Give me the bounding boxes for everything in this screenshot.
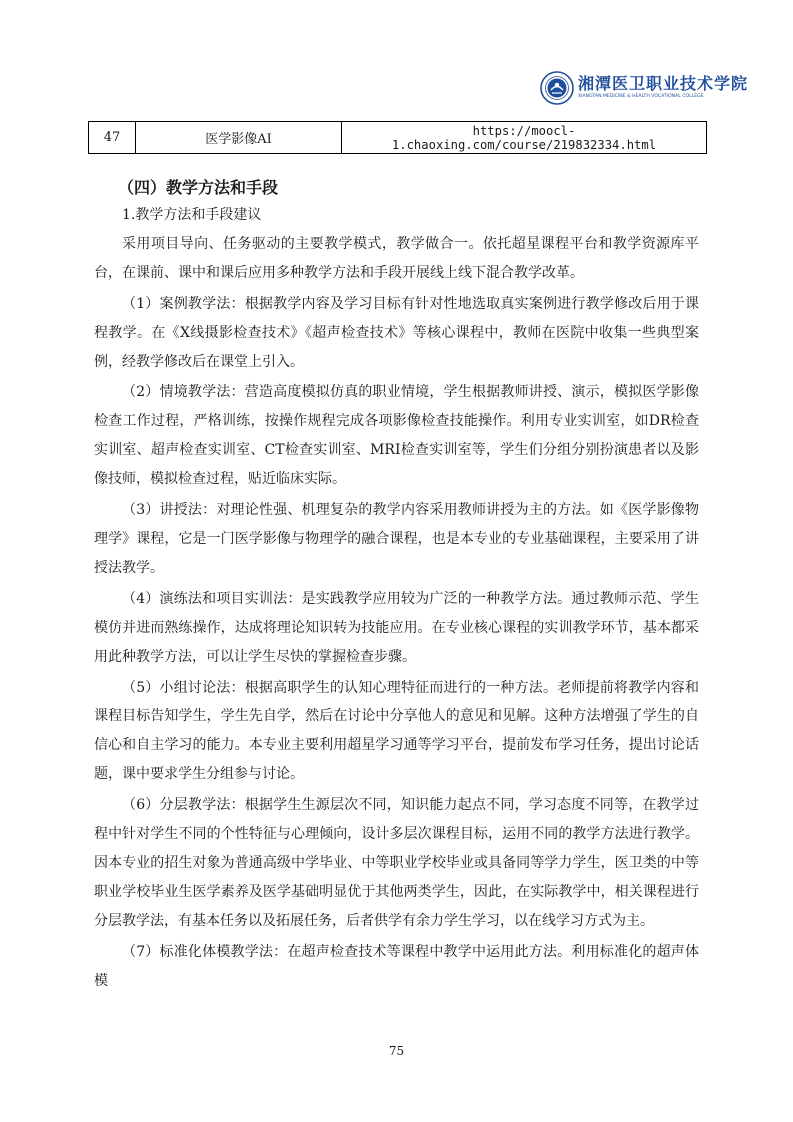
paragraph-group-discussion: （5）小组讨论法：根据高职学生的认知心理特征而进行的一种方法。老师提前将教学内容和课程目标告知学生，学生先自学，然后在讨论中分享他人的意见和见解。这种方法增强了学生的自信心和自主学习的能力。本专业主要利用超星学习通等学习平台，提前发布学习任务，提出讨论话题，课中要求学生分组参与讨论。	[94, 679, 699, 783]
college-name-en: XIANGTAN MEDICINE & HEALTH VOCATIONAL COLLEGE	[578, 94, 704, 100]
paragraph-case-method: （1）案例教学法：根据教学内容及学习目标有针对性地选取真实案例进行教学修改后用于课程教学。在《X线摄影检查技术》《超声检查技术》等核心课程中，教师在医院中收集一些典型案例，经教学修改后在课堂上引入。	[94, 295, 699, 370]
section-title: （四）教学方法和手段	[118, 178, 279, 197]
body-text	[94, 201, 699, 995]
college-emblem-icon	[540, 71, 574, 105]
subheading: 1.教学方法和手段建议	[122, 207, 262, 223]
table-cell-course: 医学影像AI	[136, 122, 342, 154]
paragraph-intro: 采用项目导向、任务驱动的主要教学模式，教学做合一。依托超星课程平台和教学资源库平台，在课前、课中和课后应用多种教学方法和手段开展线上线下混合教学改革。	[94, 235, 699, 281]
table-row	[89, 122, 707, 154]
college-name-cn: 湘潭医卫职业技术学院	[578, 74, 749, 94]
paragraph-situational-method: （2）情境教学法：营造高度模拟仿真的职业情境，学生根据教师讲授、演示，模拟医学影像检查工作过程，严格训练，按操作规程完成各项影像检查技能操作。利用专业实训室，如DR检查实训室、超声检查实训室、CT检查实训室、MRI检查实训室等，学生们分组分别扮演患者以及影像技师，模拟检查过程，贴近临床实际。	[94, 384, 699, 488]
course-link-table	[88, 121, 707, 154]
paragraph-phantom-method: （7）标准化体模教学法：在超声检查技术等课程中教学中运用此方法。利用标准化的超声体模	[94, 943, 699, 989]
paragraph-drill-method: （4）演练法和项目实训法：是实践教学应用较为广泛的一种教学方法。通过教师示范、学生模仿并进而熟练操作，达成将理论知识转为技能应用。在专业核心课程的实训教学环节，基本都采用此种教学方法，可以让学生尽快的掌握检查步骤。	[94, 590, 699, 665]
paragraph-tiered-teaching: （6）分层教学法：根据学生生源层次不同，知识能力起点不同，学习态度不同等，在教学过程中针对学生不同的个性特征与心理倾向，设计多层次课程目标，运用不同的教学方法进行教学。因本专业的招生对象为普通高级中学毕业、中等职业学校毕业或具备同等学力学生，医卫类的中等职业学校毕业生医学素养及医学基础明显优于其他两类学生，因此，在实际教学中，相关课程进行分层教学法，有基本任务以及拓展任务，后者供学有余力学生学习，以在线学习方式为主。	[94, 797, 699, 929]
college-logo	[540, 68, 749, 108]
paragraph-lecture-method: （3）讲授法：对理论性强、机理复杂的教学内容采用教师讲授为主的方法。如《医学影像物理学》课程，它是一门医学影像与物理学的融合课程，也是本专业的专业基础课程，主要采用了讲授法教学。	[94, 502, 699, 576]
table-cell-url[interactable]: https://moocl-1.chaoxing.com/course/219832334.html	[342, 122, 707, 154]
page-number: 75	[388, 1044, 405, 1058]
table-cell-number: 47	[89, 122, 136, 154]
